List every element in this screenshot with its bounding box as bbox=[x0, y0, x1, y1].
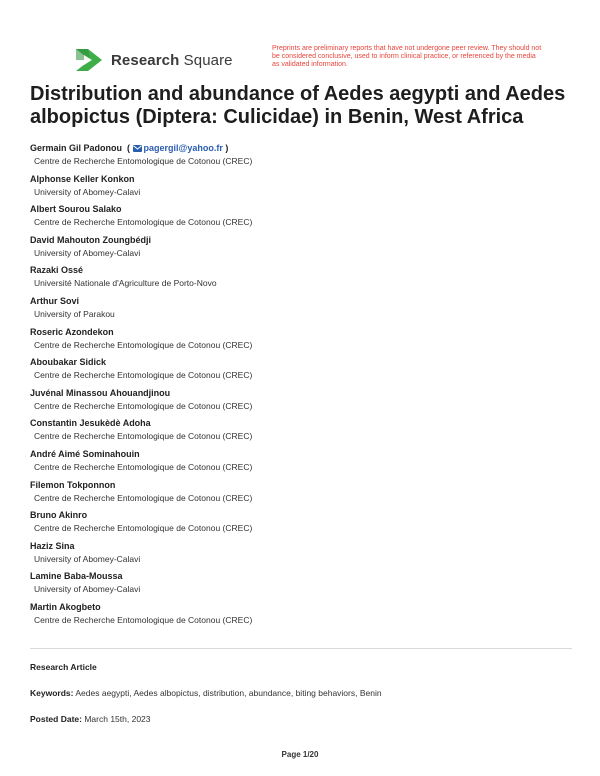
author-affiliation: Centre de Recherche Entomologique de Cotonou (CREC) bbox=[34, 370, 253, 381]
email-bracket-open: ( bbox=[124, 143, 133, 153]
author-affiliation: University of Abomey-Calavi bbox=[34, 247, 141, 258]
author-entry bbox=[30, 325, 570, 356]
author-entry bbox=[30, 569, 570, 600]
brand-second: Square bbox=[183, 51, 233, 69]
author-name: Razaki Ossé bbox=[30, 265, 84, 276]
author-affiliation: Centre de Recherche Entomologique de Cotonou (CREC) bbox=[34, 156, 253, 166]
brand-first: Research bbox=[111, 51, 180, 69]
author-name: Albert Sourou Salako bbox=[30, 204, 122, 215]
keywords-value: Aedes aegypti, Aedes albopictus, distribution, abundance, biting behaviors, Benin bbox=[75, 688, 382, 698]
author-affiliation: Centre de Recherche Entomologique de Cotonou (CREC) bbox=[34, 523, 253, 534]
author-entry bbox=[30, 355, 570, 386]
author-entry bbox=[30, 141, 570, 172]
author-affiliation: University of Abomey-Calavi bbox=[34, 584, 141, 595]
author-affiliation: Centre de Recherche Entomologique de Cotonou (CREC) bbox=[34, 339, 253, 350]
author-entry bbox=[30, 508, 570, 539]
author-name: David Mahouton Zoungbédji bbox=[30, 234, 151, 245]
corresponding-author-name: Germain Gil Padonou bbox=[30, 143, 123, 153]
envelope-icon bbox=[133, 145, 142, 152]
article-type: Research Article bbox=[30, 662, 97, 672]
author-affiliation: University of Abomey-Calavi bbox=[34, 186, 141, 197]
author-entry bbox=[30, 600, 570, 631]
author-affiliation: Centre de Recherche Entomologique de Cotonou (CREC) bbox=[34, 461, 253, 472]
posted-date-value: March 15th, 2023 bbox=[84, 714, 151, 724]
author-name: Bruno Akinro bbox=[30, 510, 88, 521]
keywords-label: Keywords: bbox=[30, 688, 74, 698]
brand-name bbox=[111, 52, 233, 69]
author-affiliation: Université Nationale d'Agriculture de Porto-Novo bbox=[34, 278, 217, 289]
author-name: Haziz Sina bbox=[30, 540, 75, 551]
posted-date-row bbox=[30, 714, 151, 724]
author-entry bbox=[30, 416, 570, 447]
author-name: Constantin Jesukèdè Adoha bbox=[30, 418, 151, 429]
author-name: Juvénal Minassou Ahouandjinou bbox=[30, 387, 171, 398]
preprint-notice: Preprints are preliminary reports that have not undergone peer review. They should not be considered conclusive, used to inform clinical practice, or referenced by the media as validated information. bbox=[272, 45, 542, 69]
author-affiliation: University of Abomey-Calavi bbox=[34, 553, 141, 564]
author-affiliation: Centre de Recherche Entomologique de Cotonou (CREC) bbox=[34, 431, 253, 442]
research-square-logo-icon bbox=[74, 47, 104, 73]
research-square-logo[interactable] bbox=[74, 47, 233, 73]
email-link[interactable]: pagergil@yahoo.fr bbox=[143, 143, 223, 153]
posted-date-label: Posted Date: bbox=[30, 714, 82, 724]
author-entry bbox=[30, 386, 570, 417]
author-name-corresponding bbox=[30, 141, 570, 155]
author-entry bbox=[30, 478, 570, 509]
author-affiliation: Centre de Recherche Entomologique de Cotonou (CREC) bbox=[34, 400, 253, 411]
author-entry bbox=[30, 539, 570, 570]
author-name: Filemon Tokponnon bbox=[30, 479, 116, 490]
author-entry bbox=[30, 263, 570, 294]
author-name: Arthur Sovi bbox=[30, 295, 80, 306]
author-entry bbox=[30, 447, 570, 478]
author-affiliation: University of Parakou bbox=[34, 308, 115, 319]
author-affiliation: Centre de Recherche Entomologique de Cotonou (CREC) bbox=[34, 217, 253, 228]
section-divider bbox=[30, 648, 572, 649]
email-bracket-close: ) bbox=[222, 143, 229, 153]
author-name: Aboubakar Sidick bbox=[30, 357, 107, 368]
author-entry bbox=[30, 294, 570, 325]
author-name: Lamine Baba-Moussa bbox=[30, 571, 123, 582]
author-name: Roseric Azondekon bbox=[30, 326, 114, 337]
author-list bbox=[30, 141, 570, 631]
author-name: Alphonse Keller Konkon bbox=[30, 173, 135, 184]
author-name: Martin Akogbeto bbox=[30, 601, 101, 612]
page-number: Page 1/20 bbox=[281, 750, 319, 759]
author-affiliation: Centre de Recherche Entomologique de Cotonou (CREC) bbox=[34, 492, 253, 503]
author-name: André Aimé Sominahouin bbox=[30, 448, 140, 459]
author-entry bbox=[30, 202, 570, 233]
keywords-row bbox=[30, 688, 382, 698]
author-entry bbox=[30, 233, 570, 264]
paper-title: Distribution and abundance of Aedes aegypti and Aedes albopictus (Diptera: Culicidae) in Benin, West Africa bbox=[30, 83, 566, 128]
author-entry bbox=[30, 172, 570, 203]
author-affiliation: Centre de Recherche Entomologique de Cotonou (CREC) bbox=[34, 614, 253, 625]
